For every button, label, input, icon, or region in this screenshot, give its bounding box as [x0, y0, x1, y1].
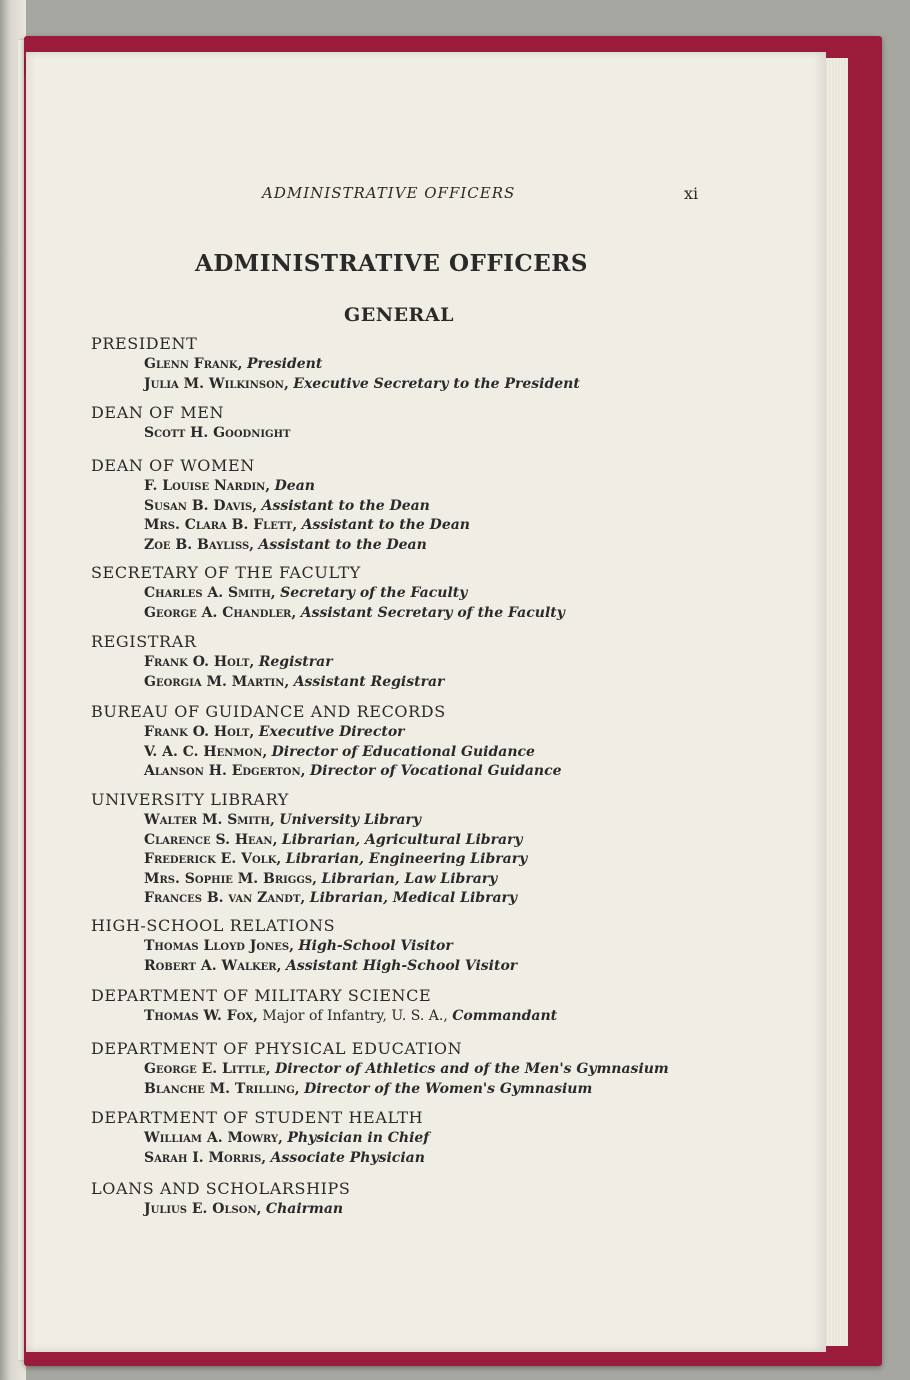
- section-president: [91, 333, 580, 394]
- officer-name: Clarence S. Hean,: [144, 831, 278, 848]
- officer-name: Susan B. Davis,: [144, 497, 258, 514]
- officer-name: V. A. C. Henmon,: [144, 743, 268, 760]
- officer-entry: [144, 1149, 429, 1169]
- running-head: ADMINISTRATIVE OFFICERS: [262, 184, 516, 202]
- officer-entry: [144, 516, 470, 536]
- officer-entry: [144, 536, 470, 556]
- officer-entry: [144, 653, 444, 673]
- section-heading: DEAN OF MEN: [91, 403, 225, 422]
- section-dean-of-men: [91, 402, 290, 444]
- officer-title: Dean: [274, 478, 315, 494]
- officer-title: Chairman: [265, 1201, 344, 1217]
- officer-entry: [144, 673, 444, 693]
- officer-entry: [144, 477, 470, 497]
- section-heading: DEPARTMENT OF STUDENT HEALTH: [91, 1108, 424, 1127]
- section-heading: PRESIDENT: [91, 334, 198, 353]
- officer-name: Thomas W. Fox,: [144, 1008, 258, 1024]
- officer-title: Assistant to the Dean: [258, 536, 427, 553]
- officer-title: Librarian, Engineering Library: [285, 851, 528, 867]
- officer-name: Sarah I. Morris,: [144, 1149, 267, 1166]
- section-registrar: [91, 631, 444, 692]
- section-heading: HIGH-SCHOOL RELATIONS: [91, 916, 336, 935]
- officer-entry: [144, 831, 527, 851]
- officer-name: Walter M. Smith,: [144, 812, 275, 828]
- officer-title: Director of Vocational Guidance: [309, 763, 562, 779]
- officer-title: Secretary of the Faculty: [280, 585, 468, 601]
- officer-entry: [144, 355, 580, 375]
- page-title: ADMINISTRATIVE OFFICERS: [195, 250, 588, 277]
- officer-title: Assistant to the Dean: [261, 497, 430, 514]
- officer-entry: [144, 1060, 669, 1080]
- officer-name: Georgia M. Martin,: [144, 673, 290, 690]
- officer-title: Librarian, Medical Library: [309, 890, 518, 906]
- officer-title: Assistant Secretary of the Faculty: [300, 604, 565, 621]
- officer-entry: [144, 743, 562, 763]
- section-student-health: [91, 1107, 429, 1168]
- officer-title: Commandant: [452, 1008, 558, 1024]
- officer-entry: [144, 584, 565, 604]
- officer-rank: Major of Infantry, U. S. A.,: [262, 1008, 448, 1024]
- officer-name: Frank O. Holt,: [144, 724, 255, 740]
- officer-name: Julius E. Olson,: [144, 1201, 262, 1217]
- officer-entry: [144, 811, 527, 831]
- officer-entry: [144, 870, 527, 890]
- section-high-school-relations: [91, 915, 517, 976]
- officer-title: Associate Physician: [270, 1149, 425, 1166]
- officer-entry: [144, 1200, 350, 1220]
- officer-name: William A. Mowry,: [144, 1130, 283, 1146]
- officer-entry: [144, 762, 562, 782]
- section-heading: DEPARTMENT OF MILITARY SCIENCE: [91, 986, 432, 1005]
- section-secretary-of-faculty: [91, 562, 565, 623]
- officer-entry: [144, 1080, 669, 1100]
- officer-entry: [144, 604, 565, 624]
- section-bureau-of-guidance: [91, 701, 562, 782]
- section-heading: UNIVERSITY LIBRARY: [91, 790, 289, 809]
- officer-entry: [144, 937, 517, 957]
- section-heading: REGISTRAR: [91, 632, 197, 651]
- officer-name: Alanson H. Edgerton,: [144, 763, 306, 779]
- officer-title: University Library: [279, 812, 421, 828]
- officer-title: President: [246, 356, 323, 372]
- section-physical-education: [91, 1038, 669, 1099]
- officer-title: Assistant to the Dean: [301, 517, 470, 533]
- officer-name: George A. Chandler,: [144, 604, 297, 621]
- officer-title: High-School Visitor: [298, 938, 453, 954]
- officer-name: Frank O. Holt,: [144, 654, 255, 670]
- officer-title: Director of the Women's Gymnasium: [304, 1080, 593, 1097]
- section-heading: SECRETARY OF THE FACULTY: [91, 563, 361, 582]
- officer-title: Director of Educational Guidance: [271, 743, 535, 760]
- officer-name: Mrs. Clara B. Flett,: [144, 517, 298, 533]
- section-military-science: [91, 985, 557, 1027]
- officer-entry: [144, 424, 290, 444]
- section-heading: DEPARTMENT OF PHYSICAL EDUCATION: [91, 1039, 463, 1058]
- officer-name: Julia M. Wilkinson,: [144, 375, 289, 392]
- officer-name: Mrs. Sophie M. Briggs,: [144, 870, 317, 887]
- officer-entry: [144, 1007, 557, 1027]
- officer-title: Assistant High-School Visitor: [285, 957, 518, 974]
- officer-entry: [144, 850, 527, 870]
- officer-name: Blanche M. Trilling,: [144, 1080, 300, 1097]
- section-loans-and-scholarships: [91, 1178, 350, 1220]
- section-heading: DEAN OF WOMEN: [91, 456, 255, 475]
- officer-title: Director of Athletics and of the Men's Gymnasium: [275, 1061, 669, 1077]
- officer-entry: [144, 957, 517, 977]
- section-heading: BUREAU OF GUIDANCE AND RECORDS: [91, 702, 446, 721]
- officer-name: F. Louise Nardin,: [144, 478, 271, 494]
- officer-entry: [144, 889, 527, 909]
- officer-name: Robert A. Walker,: [144, 957, 282, 974]
- officer-title: Executive Secretary to the President: [293, 375, 580, 392]
- officer-title: Librarian, Law Library: [321, 870, 498, 887]
- officer-name: Frances B. van Zandt,: [144, 890, 306, 906]
- section-subtitle: GENERAL: [344, 304, 454, 326]
- officer-title: Librarian, Agricultural Library: [281, 831, 523, 848]
- officer-entry: [144, 375, 580, 395]
- officer-name: George E. Little,: [144, 1061, 271, 1077]
- officer-title: Physician in Chief: [287, 1130, 430, 1146]
- officer-entry: [144, 723, 562, 743]
- officer-entry: [144, 497, 470, 517]
- officer-name: Scott H. Goodnight: [144, 425, 291, 441]
- officer-name: Glenn Frank,: [144, 356, 243, 372]
- officer-name: Thomas Lloyd Jones,: [144, 938, 294, 954]
- officer-name: Frederick E. Volk,: [144, 851, 282, 867]
- officer-title: Executive Director: [258, 724, 405, 740]
- section-dean-of-women: [91, 455, 470, 555]
- officer-name: Zoe B. Bayliss,: [144, 536, 255, 553]
- page-number: xi: [684, 184, 699, 203]
- officer-title: Registrar: [258, 654, 333, 670]
- officer-name: Charles A. Smith,: [144, 585, 276, 601]
- officer-entry: [144, 1129, 429, 1149]
- section-university-library: [91, 789, 527, 909]
- officer-title: Assistant Registrar: [293, 673, 445, 690]
- section-heading: LOANS AND SCHOLARSHIPS: [91, 1179, 351, 1198]
